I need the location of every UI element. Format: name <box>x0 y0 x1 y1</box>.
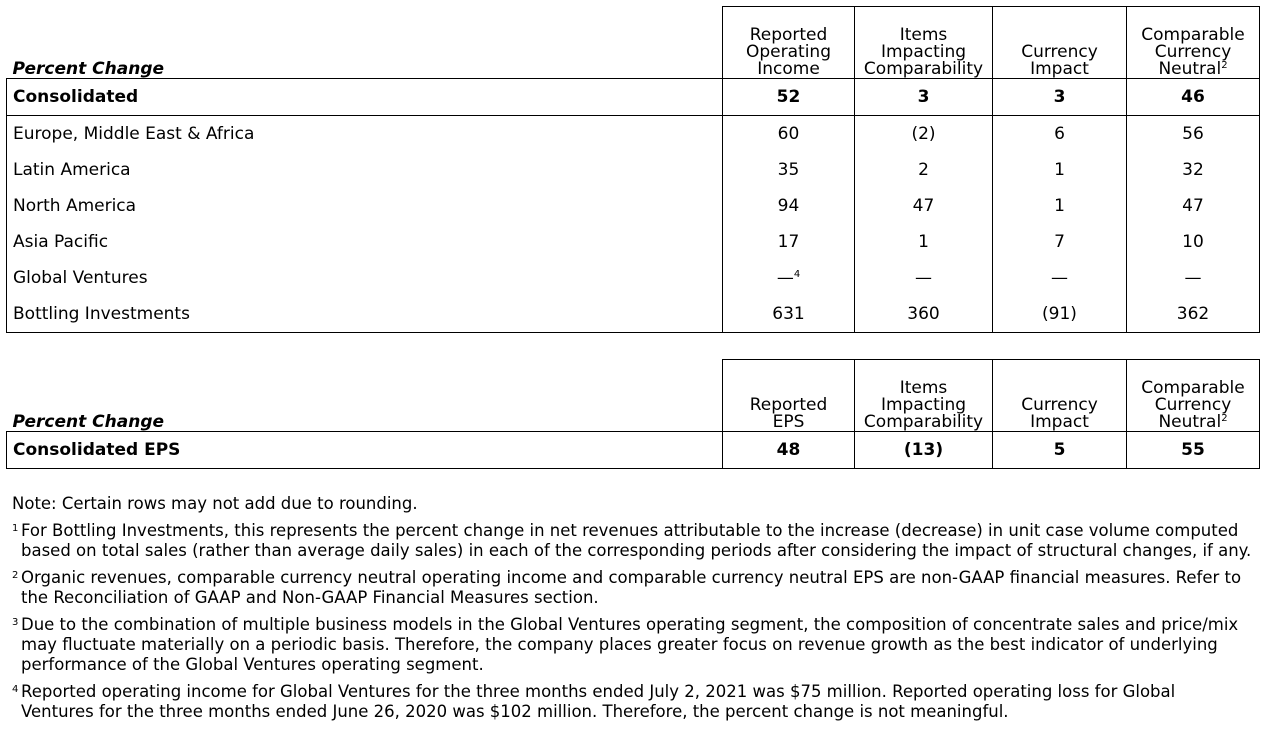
table-cell: 47 <box>1127 188 1260 224</box>
table-body <box>7 432 1260 469</box>
header-line: Currency <box>1021 395 1098 415</box>
table-cell: (13) <box>855 432 993 469</box>
table-cell: 631 <box>723 296 855 333</box>
footnote <box>12 615 1252 675</box>
table-row <box>7 116 1260 153</box>
header-line: Impact <box>1030 59 1089 79</box>
footnote-text: Reported operating income for Global Ventures for the three months ended July 2, 2021 was $75 million. Reported operating loss for Global Ventures for the three months ended June 26, 2020 was $102 million. Therefore, the percent change is not meaningful. <box>21 682 1176 721</box>
table-cell: 48 <box>723 432 855 469</box>
table-cell: 5 <box>993 432 1127 469</box>
footnote-marker: 4 <box>793 269 801 280</box>
rounding-note: Note: Certain rows may not add due to rounding. <box>12 494 418 513</box>
table-cell: 1 <box>993 152 1127 188</box>
header-comparable-currency-neutral <box>1127 7 1260 79</box>
header-currency-impact <box>993 360 1127 432</box>
footnote-marker: 1 <box>12 523 19 534</box>
table-cell: 94 <box>723 188 855 224</box>
row-label: Consolidated <box>7 79 723 116</box>
table-header-row <box>7 360 1260 432</box>
header-line: Impact <box>1030 412 1089 432</box>
header-line: Currency <box>1154 42 1232 62</box>
table-cell: 52 <box>723 79 855 116</box>
header-line: Comparable <box>1141 378 1245 398</box>
header-line: Impacting <box>880 42 967 62</box>
header-items-impacting-comparability <box>855 7 993 79</box>
header-line: Items <box>899 378 948 398</box>
header-reported-eps <box>723 360 855 432</box>
table-cell: 1 <box>993 188 1127 224</box>
header-line: Neutral$^2$ <box>1158 59 1228 79</box>
header-line: Currency <box>1021 42 1098 62</box>
table-cell: 362 <box>1127 296 1260 333</box>
table-cell: 47 <box>855 188 993 224</box>
table-cell: (2) <box>855 116 993 153</box>
table-cell: 32 <box>1127 152 1260 188</box>
table-cell: 3 <box>993 79 1127 116</box>
table-cell: — <box>1127 260 1260 296</box>
header-line: Operating <box>746 42 831 62</box>
table-cell: 6 <box>993 116 1127 153</box>
header-reported-operating-income <box>723 7 855 79</box>
footnote-marker: 2 <box>1221 413 1228 424</box>
header-line: Currency <box>1154 395 1232 415</box>
table-cell: — <box>855 260 993 296</box>
table-row <box>7 260 1260 296</box>
table-header-row <box>7 7 1260 79</box>
header-line: EPS <box>772 412 805 432</box>
eps-table <box>6 359 1260 469</box>
header-comparable-currency-neutral <box>1127 360 1260 432</box>
percent-change-label: Percent Change <box>12 412 165 432</box>
footnote-marker: 4 <box>12 684 19 695</box>
table-cell: 1 <box>855 224 993 260</box>
row-label: Latin America <box>7 152 723 188</box>
table-row <box>7 79 1260 116</box>
table-row <box>7 296 1260 333</box>
header-line: Neutral$^2$ <box>1158 412 1228 432</box>
table-cell: 56 <box>1127 116 1260 153</box>
table-cell: 10 <box>1127 224 1260 260</box>
table-cell: 35 <box>723 152 855 188</box>
row-label: North America <box>7 188 723 224</box>
header-line: Comparable <box>1141 25 1245 45</box>
header-line: Items <box>899 25 948 45</box>
header-line: Impacting <box>880 395 967 415</box>
row-label: Europe, Middle East & Africa <box>7 116 723 153</box>
table-row <box>7 152 1260 188</box>
table-row <box>7 188 1260 224</box>
header-line: Income <box>757 59 820 79</box>
row-label: Global Ventures <box>7 260 723 296</box>
row-label: Bottling Investments <box>7 296 723 333</box>
table-cell: 2 <box>855 152 993 188</box>
table-cell: 3 <box>855 79 993 116</box>
footnote <box>12 568 1252 608</box>
row-label: Consolidated EPS <box>7 432 723 469</box>
table-cell: 46 <box>1127 79 1260 116</box>
operating-income-table <box>6 6 1260 333</box>
table-cell: 60 <box>723 116 855 153</box>
header-line: Reported <box>749 25 828 45</box>
header-line: Comparability <box>863 412 984 432</box>
footnote-text: For Bottling Investments, this represents the percent change in net revenues attributable to the increase (decrease) in unit case volume computed based on total sales (rather than average daily sales) in each of the corresponding periods after considering the impact of structural changes, if any. <box>21 521 1252 560</box>
footnote-text: Organic revenues, comparable currency neutral operating income and comparable currency neutral EPS are non-GAAP financial measures. Refer to the Reconciliation of GAAP and Non-GAAP Financial Measures section. <box>21 568 1242 607</box>
percent-change-label: Percent Change <box>12 59 165 79</box>
footnotes-section <box>12 494 1252 729</box>
header-items-impacting-comparability <box>855 360 993 432</box>
footnote-list <box>12 521 1252 722</box>
table-cell: —$^4$ <box>723 260 855 296</box>
header-line: Comparability <box>863 59 984 79</box>
footnote <box>12 682 1252 722</box>
table-cell: — <box>993 260 1127 296</box>
table-cell: 360 <box>855 296 993 333</box>
table-row <box>7 224 1260 260</box>
table-cell: (91) <box>993 296 1127 333</box>
table-cell: 17 <box>723 224 855 260</box>
table-cell: 7 <box>993 224 1127 260</box>
footnote-text: Due to the combination of multiple business models in the Global Ventures operating segment, the composition of concentrate sales and price/mix may fluctuate materially on a periodic basis. Therefore, the company places greater focus on revenue growth as the best indicator of underlying performance of the Global Ventures operating segment. <box>21 615 1239 674</box>
table-row <box>7 432 1260 469</box>
table-cell: 55 <box>1127 432 1260 469</box>
table-body <box>7 79 1260 333</box>
footnote-marker: 3 <box>12 617 19 628</box>
footnote-marker: 2 <box>12 570 19 581</box>
footnote <box>12 521 1252 561</box>
row-label: Asia Pacific <box>7 224 723 260</box>
header-currency-impact <box>993 7 1127 79</box>
footnote-marker: 2 <box>1221 60 1228 71</box>
header-line: Reported <box>749 395 828 415</box>
